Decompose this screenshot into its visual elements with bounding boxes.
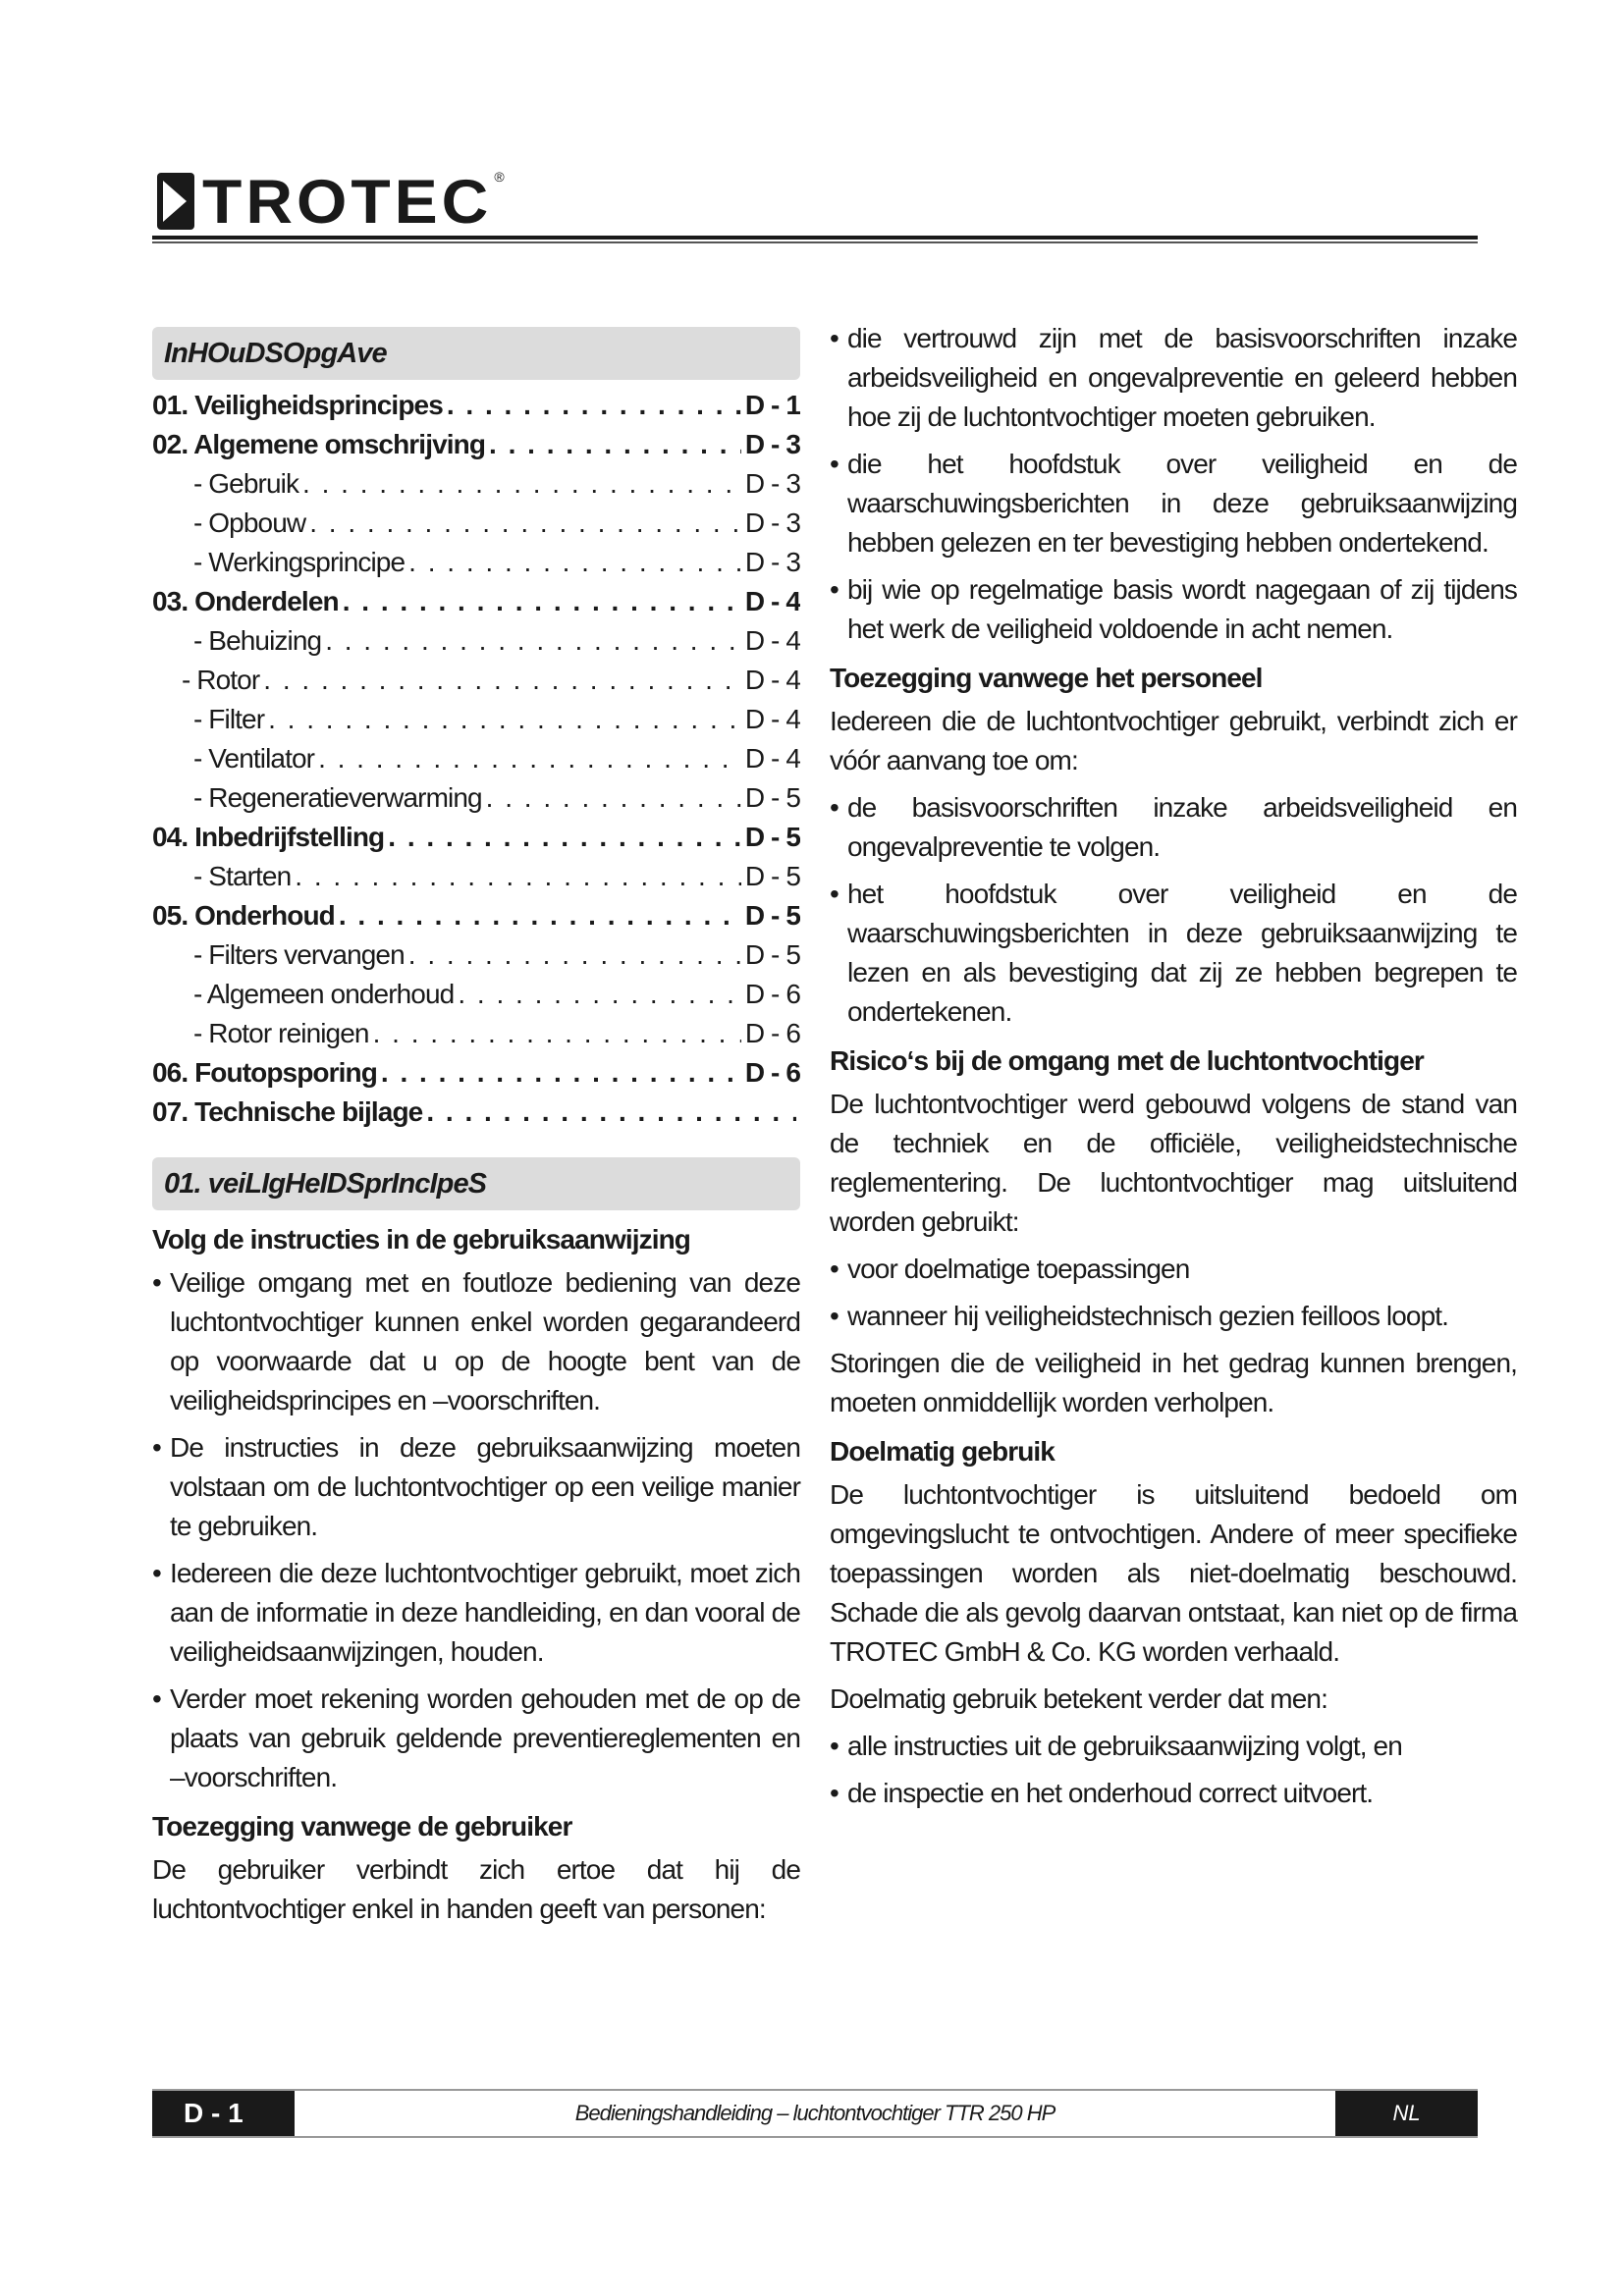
trotec-logo (157, 166, 505, 237)
toc-entry[interactable] (152, 543, 800, 582)
footer-language: NL (1335, 2091, 1478, 2136)
bullet-item (830, 1250, 1517, 1289)
toc-entry-label: 06. Foutopsporing (152, 1057, 377, 1088)
staff-text: Iedereen die de luchtontvochtiger gebruikt, verbindt zich er vóór aanvang toe om: (830, 706, 1517, 775)
risks-text: De luchtontvochtiger werd gebouwd volgens de stand van de techniek en de officiële, veiligheidstechnische reglementering. De luchtontvochtiger mag uitsluitend worden gebruikt: (830, 1089, 1517, 1237)
bullet-item (830, 319, 1517, 437)
toc-entry-label: - Starten (193, 861, 292, 891)
toc-entry-page: D - 5 (744, 900, 800, 931)
toc-entry[interactable] (152, 818, 800, 857)
bullet-text: die vertrouwd zijn met de basisvoorschriften inzake arbeidsveiligheid en ongevalpreventie en geleerd hebben hoe zij de luchtontvochtiger moeten gebruiken. (847, 323, 1517, 432)
toc-entry-page: D - 4 (744, 743, 800, 774)
toc-entry[interactable] (152, 504, 800, 543)
page-footer (152, 2089, 1478, 2138)
bullet-text: Iedereen die deze luchtontvochtiger gebruikt, moet zich aan de informatie in deze handleiding, en dan vooral de veiligheidsaanwijzingen, houden. (170, 1558, 800, 1667)
toc-leader-dots (489, 425, 741, 464)
toc-entry[interactable] (152, 1014, 800, 1053)
bullet-icon: • (152, 1558, 161, 1588)
toc-entry-label: - Ventilator (193, 743, 315, 774)
toc-entry[interactable] (152, 661, 800, 700)
toc-leader-dots (426, 1093, 796, 1132)
toc-entry[interactable] (152, 778, 800, 818)
user-text: De gebruiker verbindt zich ertoe dat hij de luchtontvochtiger enkel in handen geeft van personen: (152, 1854, 800, 1924)
toc-leader-dots (373, 1014, 741, 1053)
use-text-2: Doelmatig gebruik betekent verder dat men: (830, 1683, 1327, 1714)
toc-entry-page: D - 5 (744, 861, 800, 891)
bullet-item (830, 570, 1517, 649)
toc-entry[interactable] (152, 464, 800, 504)
toc-entry-page: D - 4 (744, 665, 800, 695)
toc-entry-label: 07. Technische bijlage (152, 1096, 423, 1127)
toc-entry-page: D - 5 (744, 782, 800, 813)
risks-text-2: Storingen die de veiligheid in het gedrag kunnen brengen, moeten onmiddellijk worden verholpen. (830, 1348, 1517, 1417)
bullet-item (830, 1774, 1517, 1813)
toc-entry[interactable] (152, 700, 800, 739)
footer-title: Bedieningshandleiding – luchtontvochtiger TTR 250 HP (574, 2101, 1056, 2125)
table-of-contents (152, 386, 800, 1132)
header-rule-thin (152, 241, 1478, 243)
brand-name: TROTEC (202, 166, 493, 237)
toc-entry[interactable] (152, 425, 800, 464)
bullet-text: voor doelmatige toepassingen (847, 1254, 1190, 1284)
toc-entry[interactable] (152, 857, 800, 896)
subheading-user: Toezegging vanwege de gebruiker (152, 1811, 572, 1842)
bullet-text: De instructies in deze gebruiksaanwijzing moeten volstaan om de luchtontvochtiger op een veilige manier te gebruiken. (170, 1432, 800, 1541)
bullet-icon: • (830, 1301, 839, 1331)
bullet-icon: • (830, 1731, 839, 1761)
bullet-icon: • (830, 1254, 839, 1284)
toc-entry-label: - Werkingsprincipe (193, 547, 406, 577)
toc-leader-dots (295, 857, 741, 896)
toc-leader-dots (408, 543, 741, 582)
toc-entry[interactable] (152, 896, 800, 935)
bullet-text: bij wie op regelmatige basis wordt nagegaan of zij tijdens het werk de veiligheid voldoende in acht nemen. (847, 574, 1517, 644)
toc-entry-page: D - 4 (744, 586, 800, 616)
registered-mark: ® (494, 169, 505, 185)
toc-leader-dots (302, 464, 741, 504)
toc-entry-page: D - 4 (744, 704, 800, 734)
toc-entry-page: D - 1 (744, 390, 800, 420)
toc-entry-label: 05. Onderhoud (152, 900, 335, 931)
staff-bullets-list (830, 788, 1517, 1032)
bullet-icon: • (830, 1778, 839, 1808)
toc-leader-dots (447, 386, 741, 425)
bullet-icon: • (830, 792, 839, 823)
bullet-icon: • (830, 574, 839, 605)
toc-leader-dots (408, 935, 741, 975)
subheading-risks: Risico‘s bij de omgang met de luchtontvochtiger (830, 1045, 1424, 1076)
trotec-chevron-icon (157, 173, 194, 230)
bullet-item (152, 1680, 800, 1797)
toc-entry-label: - Behuizing (193, 625, 322, 656)
toc-entry-label: - Filter (193, 704, 265, 734)
bullet-item (830, 1727, 1517, 1766)
subheading-staff: Toezegging vanwege het personeel (830, 663, 1263, 693)
bullet-text: alle instructies uit de gebruiksaanwijzing volgt, en (847, 1731, 1402, 1761)
toc-entry-page: D - 3 (744, 547, 800, 577)
toc-entry-page: D - 5 (744, 939, 800, 970)
left-column (152, 327, 800, 1937)
header-rule (152, 236, 1478, 240)
bullet-item (830, 1297, 1517, 1336)
toc-leader-dots (486, 778, 741, 818)
toc-leader-dots (309, 504, 741, 543)
toc-entry[interactable] (152, 935, 800, 975)
toc-entry-label: 03. Onderdelen (152, 586, 339, 616)
use-bullets-list (830, 1727, 1517, 1813)
bullet-text: de inspectie en het onderhoud correct uitvoert. (847, 1778, 1374, 1808)
toc-leader-dots (263, 661, 741, 700)
bullet-item (152, 1428, 800, 1546)
toc-entry-page: D - 6 (744, 979, 800, 1009)
toc-leader-dots (268, 700, 741, 739)
bullet-item (152, 1554, 800, 1672)
risks-bullets-list (830, 1250, 1517, 1336)
bullet-icon: • (830, 449, 839, 479)
subheading-instructions: Volg de instructies in de gebruiksaanwijzing (152, 1224, 690, 1255)
toc-entry[interactable] (152, 582, 800, 621)
bullet-text: het hoofdstuk over veiligheid en de waarschuwingsberichten in deze gebruiksaanwijzing te lezen en als bevestiging dat zij ze hebben begrepen te ondertekenen. (847, 879, 1517, 1027)
toc-entry-label: - Rotor reinigen (193, 1018, 369, 1048)
user-bullets-list (830, 319, 1517, 649)
toc-entry-label: - Algemeen onderhoud (193, 979, 455, 1009)
toc-leader-dots (381, 1053, 741, 1093)
toc-entry-label: - Gebruik (193, 468, 299, 499)
bullet-icon: • (152, 1267, 161, 1298)
toc-leader-dots (325, 621, 741, 661)
toc-entry-label: 02. Algemene omschrijving (152, 429, 486, 459)
bullet-icon: • (152, 1432, 161, 1463)
toc-entry-label: 01. Veiligheidsprincipes (152, 390, 443, 420)
toc-entry-label: - Opbouw (193, 507, 306, 538)
bullet-item (830, 788, 1517, 867)
toc-entry-page: D - 3 (744, 507, 800, 538)
bullet-item (830, 875, 1517, 1032)
bullet-text: die het hoofdstuk over veiligheid en de waarschuwingsberichten in deze gebruiksaanwijzing hebben gelezen en ter bevestiging hebben ondertekend. (847, 449, 1517, 558)
toc-leader-dots (458, 975, 740, 1014)
toc-entry[interactable] (152, 1053, 800, 1093)
toc-entry-label: - Filters vervangen (193, 939, 405, 970)
subheading-intended-use: Doelmatig gebruik (830, 1436, 1055, 1467)
bullet-text: Veilige omgang met en foutloze bediening van deze luchtontvochtiger kunnen enkel worden gegarandeerd op voorwaarde dat u op de hoogte bent van de veiligheidsprincipes en –voorschriften. (170, 1267, 800, 1415)
section-heading-safety: 01. veiLIgHeIDSprIncIpeS (152, 1157, 800, 1210)
toc-entry-label: - Rotor (182, 665, 260, 695)
toc-entry-page: D - 6 (744, 1057, 800, 1088)
toc-entry[interactable] (152, 739, 800, 778)
toc-entry-page: D - 3 (744, 468, 800, 499)
toc-entry[interactable] (152, 975, 800, 1014)
toc-entry-page: D - 5 (744, 822, 800, 852)
toc-leader-dots (388, 818, 741, 857)
bullet-text: Verder moet rekening worden gehouden met de op de plaats van gebruik geldende preventiereglementen en –voorschriften. (170, 1683, 800, 1792)
toc-leader-dots (339, 896, 741, 935)
toc-entry[interactable] (152, 1093, 800, 1132)
bullet-icon: • (830, 323, 839, 353)
bullet-text: wanneer hij veiligheidstechnisch gezien feilloos loopt. (847, 1301, 1449, 1331)
bullet-icon: • (830, 879, 839, 909)
toc-entry-label: - Regeneratieverwarming (193, 782, 482, 813)
toc-entry-page: D - 4 (744, 625, 800, 656)
toc-entry-page: D - 6 (744, 1018, 800, 1048)
instructions-list (152, 1263, 800, 1797)
toc-entry-page: D - 3 (744, 429, 800, 459)
toc-leader-dots (343, 582, 741, 621)
bullet-icon: • (152, 1683, 161, 1714)
toc-entry[interactable] (152, 386, 800, 425)
toc-entry-label: 04. Inbedrijfstelling (152, 822, 385, 852)
bullet-text: de basisvoorschriften inzake arbeidsveiligheid en ongevalpreventie te volgen. (847, 792, 1517, 862)
footer-page-number: D - 1 (152, 2091, 295, 2136)
toc-entry[interactable] (152, 621, 800, 661)
right-column (830, 319, 1517, 1821)
use-text: De luchtontvochtiger is uitsluitend bedoeld om omgevingslucht te ontvochtigen. Andere of meer specifieke toepassingen worden als niet-doelmatig beschouwd. Schade die als gevolg daarvan ontstaat, kan niet op de firma TROTEC GmbH & Co. KG worden verhaald. (830, 1479, 1517, 1667)
bullet-item (152, 1263, 800, 1420)
bullet-item (830, 445, 1517, 562)
toc-heading: InHOuDSOpgAve (152, 327, 800, 380)
toc-leader-dots (318, 739, 741, 778)
